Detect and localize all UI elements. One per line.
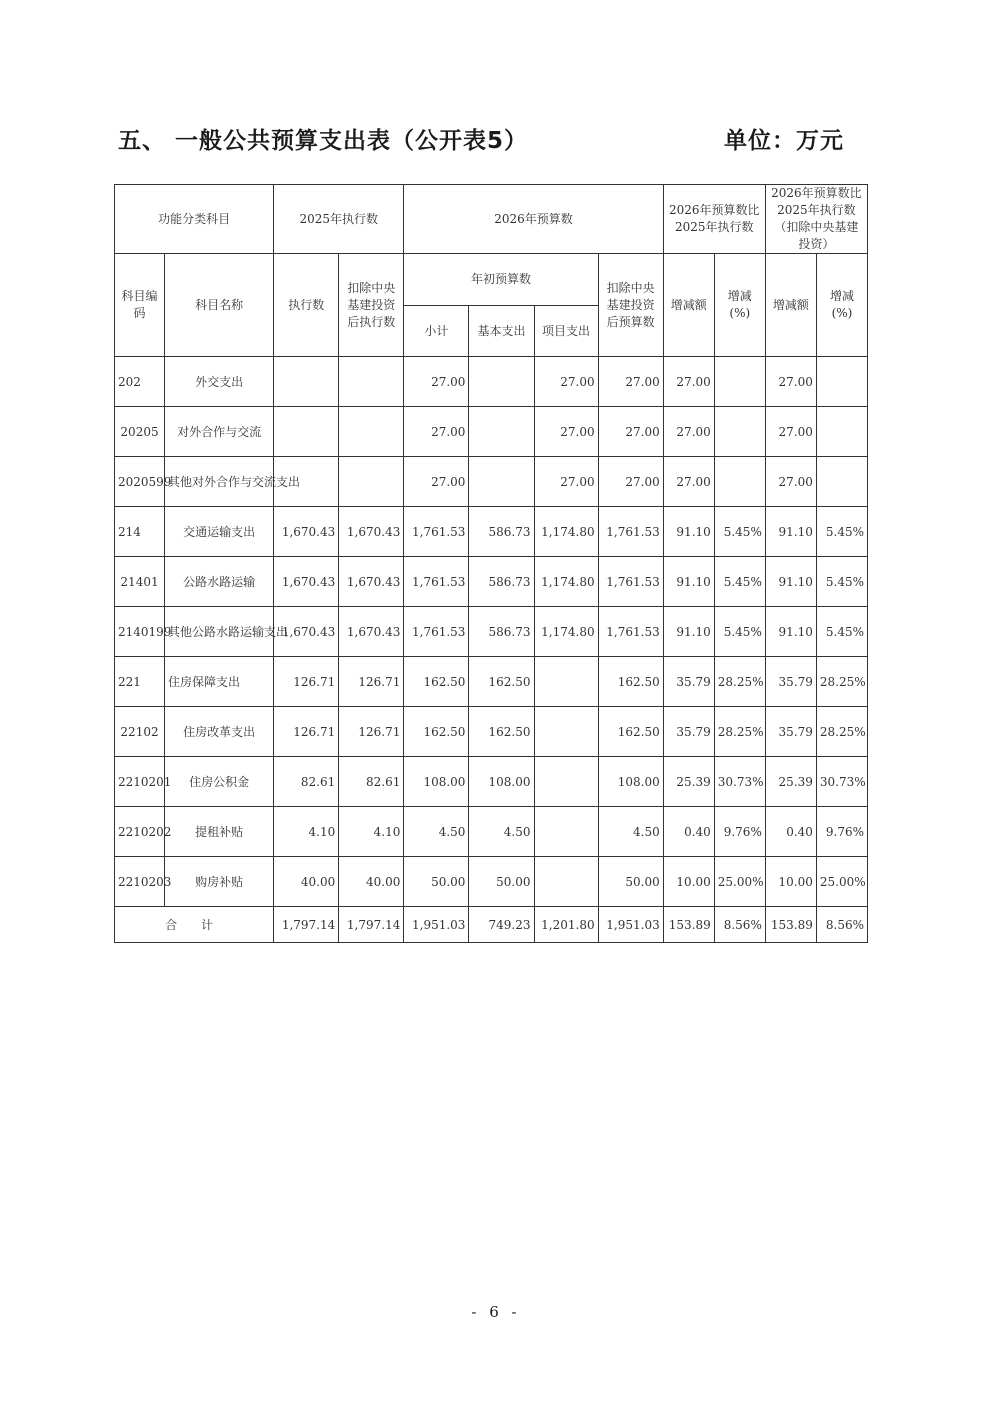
row-change-percent-excl: 5.45% <box>816 557 867 607</box>
table-row <box>115 357 868 407</box>
row-exec-excl <box>339 357 404 407</box>
table-row <box>115 507 868 557</box>
row-exec-excl: 82.61 <box>339 757 404 807</box>
row-exec-excl: 1,670.43 <box>339 607 404 657</box>
table-row <box>115 857 868 907</box>
row-change-amount: 0.40 <box>663 807 714 857</box>
row-project: 1,174.80 <box>534 557 598 607</box>
row-change-amount: 91.10 <box>663 507 714 557</box>
row-change-amount-excl: 35.79 <box>765 707 816 757</box>
row-exec-excl: 126.71 <box>339 707 404 757</box>
row-change-amount-excl: 35.79 <box>765 657 816 707</box>
header-func-class: 功能分类科目 <box>115 185 274 254</box>
row-name: 住房公积金 <box>165 757 274 807</box>
row-project <box>534 757 598 807</box>
row-exec: 126.71 <box>274 657 339 707</box>
row-subtotal: 162.50 <box>404 707 469 757</box>
header-change-amount: 增减额 <box>663 254 714 357</box>
row-basic <box>469 407 534 457</box>
row-code: 2140199 <box>115 607 165 657</box>
row-change-percent-excl: 28.25% <box>816 657 867 707</box>
row-change-amount-excl: 25.39 <box>765 757 816 807</box>
row-subtotal: 1,761.53 <box>404 607 469 657</box>
row-exec-excl: 40.00 <box>339 857 404 907</box>
header-change-amount-excl: 增减额 <box>765 254 816 357</box>
row-change-percent-excl: 9.76% <box>816 807 867 857</box>
row-project <box>534 807 598 857</box>
row-exec: 82.61 <box>274 757 339 807</box>
row-change-percent <box>714 457 765 507</box>
row-basic: 162.50 <box>469 707 534 757</box>
row-change-amount-excl: 91.10 <box>765 557 816 607</box>
row-project: 27.00 <box>534 357 598 407</box>
header-name: 科目名称 <box>165 254 274 357</box>
row-change-percent: 5.45% <box>714 557 765 607</box>
row-change-percent-excl <box>816 407 867 457</box>
row-change-amount: 27.00 <box>663 357 714 407</box>
row-subtotal: 108.00 <box>404 757 469 807</box>
row-subtotal: 50.00 <box>404 857 469 907</box>
header-initial-budget: 年初预算数 <box>404 254 598 306</box>
total-change-amount: 153.89 <box>663 907 714 943</box>
row-change-percent: 28.25% <box>714 657 765 707</box>
row-project <box>534 657 598 707</box>
header-budget-2026: 2026年预算数 <box>404 185 663 254</box>
row-change-percent-excl <box>816 357 867 407</box>
row-subtotal: 162.50 <box>404 657 469 707</box>
row-name: 外交支出 <box>165 357 274 407</box>
row-change-percent-excl: 28.25% <box>816 707 867 757</box>
row-exec-excl: 126.71 <box>339 657 404 707</box>
row-subtotal: 4.50 <box>404 807 469 857</box>
header-change-percent: 增减(%) <box>714 254 765 357</box>
header-project: 项目支出 <box>534 306 598 357</box>
row-exec: 4.10 <box>274 807 339 857</box>
table-row <box>115 407 868 457</box>
table-row <box>115 807 868 857</box>
row-budget-excl: 50.00 <box>598 857 663 907</box>
row-change-percent <box>714 407 765 457</box>
row-name: 住房保障支出 <box>165 657 274 707</box>
row-exec-excl: 1,670.43 <box>339 557 404 607</box>
row-basic: 586.73 <box>469 557 534 607</box>
total-exec-excl: 1,797.14 <box>339 907 404 943</box>
table-row <box>115 557 868 607</box>
total-basic: 749.23 <box>469 907 534 943</box>
total-subtotal: 1,951.03 <box>404 907 469 943</box>
row-exec: 126.71 <box>274 707 339 757</box>
header-change-percent-excl: 增减(%) <box>816 254 867 357</box>
row-name: 公路水路运输 <box>165 557 274 607</box>
row-subtotal: 27.00 <box>404 457 469 507</box>
header-subtotal: 小计 <box>404 306 469 357</box>
table-row <box>115 457 868 507</box>
row-exec: 40.00 <box>274 857 339 907</box>
row-project: 1,174.80 <box>534 607 598 657</box>
row-project <box>534 707 598 757</box>
total-project: 1,201.80 <box>534 907 598 943</box>
row-budget-excl: 27.00 <box>598 457 663 507</box>
row-budget-excl: 1,761.53 <box>598 557 663 607</box>
row-budget-excl: 1,761.53 <box>598 507 663 557</box>
row-subtotal: 1,761.53 <box>404 557 469 607</box>
row-change-percent: 30.73% <box>714 757 765 807</box>
table-header <box>115 185 868 357</box>
row-budget-excl: 4.50 <box>598 807 663 857</box>
row-basic: 586.73 <box>469 607 534 657</box>
page-title: 五、 一般公共预算支出表（公开表5） <box>118 128 529 154</box>
row-subtotal: 27.00 <box>404 407 469 457</box>
row-change-amount-excl: 10.00 <box>765 857 816 907</box>
row-change-amount: 27.00 <box>663 457 714 507</box>
row-code: 221 <box>115 657 165 707</box>
row-change-percent-excl <box>816 457 867 507</box>
header-exec-2025: 2025年执行数 <box>274 185 404 254</box>
table-row <box>115 607 868 657</box>
header-exec-excl: 扣除中央基建投资后执行数 <box>339 254 404 357</box>
row-code: 2210202 <box>115 807 165 857</box>
row-budget-excl: 1,761.53 <box>598 607 663 657</box>
row-code: 2020599 <box>115 457 165 507</box>
row-basic: 162.50 <box>469 657 534 707</box>
table-row <box>115 657 868 707</box>
row-name: 住房改革支出 <box>165 707 274 757</box>
row-exec-excl: 1,670.43 <box>339 507 404 557</box>
total-label: 合 计 <box>115 907 274 943</box>
row-basic: 4.50 <box>469 807 534 857</box>
row-budget-excl: 27.00 <box>598 407 663 457</box>
row-project <box>534 857 598 907</box>
row-name: 购房补贴 <box>165 857 274 907</box>
row-budget-excl: 108.00 <box>598 757 663 807</box>
header-compare-exec: 2026年预算数比2025年执行数 <box>663 185 765 254</box>
row-project: 27.00 <box>534 407 598 457</box>
row-change-amount-excl: 91.10 <box>765 607 816 657</box>
header-compare-excl: 2026年预算数比2025年执行数（扣除中央基建投资） <box>765 185 867 254</box>
row-code: 22102 <box>115 707 165 757</box>
row-change-amount: 35.79 <box>663 707 714 757</box>
row-name: 其他公路水路运输支出 <box>165 607 274 657</box>
row-change-percent <box>714 357 765 407</box>
row-basic <box>469 457 534 507</box>
row-budget-excl: 162.50 <box>598 657 663 707</box>
row-exec <box>274 357 339 407</box>
row-code: 202 <box>115 357 165 407</box>
total-row <box>115 907 868 943</box>
row-change-amount: 25.39 <box>663 757 714 807</box>
total-change-amount-excl: 153.89 <box>765 907 816 943</box>
row-basic <box>469 357 534 407</box>
total-change-percent: 8.56% <box>714 907 765 943</box>
table-row <box>115 757 868 807</box>
table-body <box>115 357 868 943</box>
row-exec: 1,670.43 <box>274 557 339 607</box>
row-exec-excl: 4.10 <box>339 807 404 857</box>
header-code: 科目编码 <box>115 254 165 357</box>
row-exec-excl <box>339 407 404 457</box>
row-change-amount: 91.10 <box>663 607 714 657</box>
row-exec: 1,670.43 <box>274 507 339 557</box>
row-code: 2210201 <box>115 757 165 807</box>
row-code: 2210203 <box>115 857 165 907</box>
row-basic: 586.73 <box>469 507 534 557</box>
row-change-percent-excl: 30.73% <box>816 757 867 807</box>
row-code: 214 <box>115 507 165 557</box>
row-change-amount-excl: 0.40 <box>765 807 816 857</box>
row-change-percent: 9.76% <box>714 807 765 857</box>
row-basic: 108.00 <box>469 757 534 807</box>
row-code: 21401 <box>115 557 165 607</box>
row-subtotal: 27.00 <box>404 357 469 407</box>
row-change-percent-excl: 5.45% <box>816 607 867 657</box>
row-exec: 1,670.43 <box>274 607 339 657</box>
row-change-percent-excl: 25.00% <box>816 857 867 907</box>
row-subtotal: 1,761.53 <box>404 507 469 557</box>
row-code: 20205 <box>115 407 165 457</box>
row-name: 其他对外合作与交流支出 <box>165 457 274 507</box>
row-budget-excl: 27.00 <box>598 357 663 407</box>
row-change-amount-excl: 27.00 <box>765 407 816 457</box>
row-name: 提租补贴 <box>165 807 274 857</box>
header-basic: 基本支出 <box>469 306 534 357</box>
header-budget-excl: 扣除中央基建投资后预算数 <box>598 254 663 357</box>
row-change-percent-excl: 5.45% <box>816 507 867 557</box>
table-row <box>115 707 868 757</box>
row-change-amount: 10.00 <box>663 857 714 907</box>
row-change-percent: 28.25% <box>714 707 765 757</box>
row-change-amount-excl: 91.10 <box>765 507 816 557</box>
budget-table <box>114 184 868 943</box>
row-project: 1,174.80 <box>534 507 598 557</box>
row-change-amount: 27.00 <box>663 407 714 457</box>
row-basic: 50.00 <box>469 857 534 907</box>
row-exec <box>274 407 339 457</box>
row-exec-excl <box>339 457 404 507</box>
row-change-amount-excl: 27.00 <box>765 457 816 507</box>
total-change-percent-excl: 8.56% <box>816 907 867 943</box>
page-number: - 6 - <box>471 1303 521 1321</box>
header-exec: 执行数 <box>274 254 339 357</box>
row-change-percent: 5.45% <box>714 607 765 657</box>
row-change-amount: 35.79 <box>663 657 714 707</box>
row-project: 27.00 <box>534 457 598 507</box>
row-name: 交通运输支出 <box>165 507 274 557</box>
unit-label: 单位：万元 <box>724 128 844 154</box>
row-budget-excl: 162.50 <box>598 707 663 757</box>
total-budget-excl: 1,951.03 <box>598 907 663 943</box>
row-change-amount-excl: 27.00 <box>765 357 816 407</box>
total-exec: 1,797.14 <box>274 907 339 943</box>
row-change-percent: 25.00% <box>714 857 765 907</box>
row-change-amount: 91.10 <box>663 557 714 607</box>
row-name: 对外合作与交流 <box>165 407 274 457</box>
row-change-percent: 5.45% <box>714 507 765 557</box>
